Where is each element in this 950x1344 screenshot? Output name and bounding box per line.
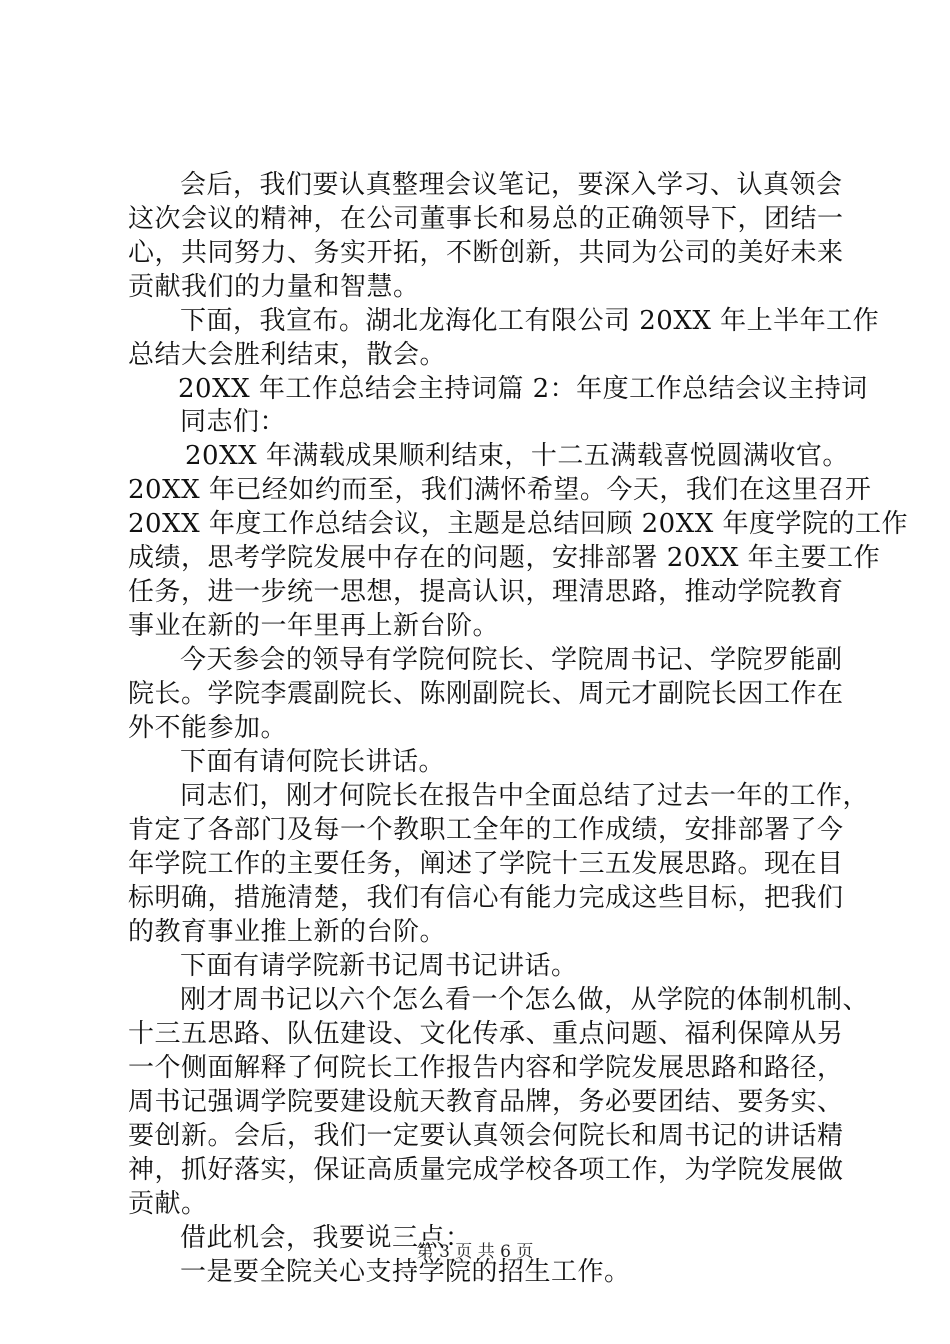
text-line: 的教育事业推上新的台阶。 [128,917,447,947]
text-line: 刚才周书记以六个怎么看一个怎么做，从学院的体制机制、 [180,985,870,1015]
text-line: 标明确，措施清楚，我们有信心有能力完成这些目标，把我们 [128,883,844,913]
text-line: 成绩，思考学院发展中存在的问题，安排部署 20XX 年主要工作 [128,543,881,573]
text-line: 肯定了各部门及每一个教职工全年的工作成绩，安排部署了今 [128,815,844,845]
text-line: 神，抓好落实，保证高质量完成学校各项工作，为学院发展做 [128,1155,844,1185]
text-line: 贡献。 [128,1189,208,1219]
text-line: 这次会议的精神，在公司董事长和易总的正确领导下，团结一 [128,204,844,234]
text-line: 同志们： [180,407,287,437]
text-line: 下面，我宣布。湖北龙海化工有限公司 20XX 年上半年工作 [180,306,880,336]
text-line: 要创新。会后，我们一定要认真领会何院长和周书记的讲话精 [128,1121,844,1151]
text-line: 20XX 年度工作总结会议，主题是总结回顾 20XX 年度学院的工作 [128,509,909,539]
text-line: 一个侧面解释了何院长工作报告内容和学院发展思路和路径， [128,1053,844,1083]
text-line: 事业在新的一年里再上新台阶。 [128,611,500,641]
text-line: 同志们，刚才何院长在报告中全面总结了过去一年的工作， [180,781,870,811]
section-heading: 20XX 年工作总结会主持词篇 2：年度工作总结会议主持词 [178,374,868,404]
text-line: 下面有请何院长讲话。 [180,747,446,777]
text-line: 周书记强调学院要建设航天教育品牌，务必要团结、要务实、 [128,1087,844,1117]
text-line: 心，共同努力、务实开拓，不断创新，共同为公司的美好未来 [128,238,844,268]
page-number: 第 3 页 共 6 页 [416,1242,534,1262]
text-line: 贡献我们的力量和智慧。 [128,272,420,302]
text-line: 总结大会胜利结束，散会。 [128,340,447,370]
text-line: 年学院工作的主要任务，阐述了学院十三五发展思路。现在目 [128,849,844,879]
text-line: 十三五思路、队伍建设、文化传承、重点问题、福利保障从另 [128,1019,844,1049]
text-line: 院长。学院李震副院长、陈刚副院长、周元才副院长因工作在 [128,679,844,709]
text-line: 20XX 年满载成果顺利结束，十二五满载喜悦圆满收官。 [185,441,849,471]
text-line: 20XX 年已经如约而至，我们满怀希望。今天，我们在这里召开 [128,475,872,505]
text-line: 借此机会，我要说三点： [180,1223,472,1253]
text-line: 会后，我们要认真整理会议笔记，要深入学习、认真领会 [180,170,843,200]
text-line: 任务，进一步统一思想，提高认识，理清思路，推动学院教育 [128,577,844,607]
text-line: 一是要全院关心支持学院的招生工作。 [180,1257,631,1287]
text-line: 今天参会的领导有学院何院长、学院周书记、学院罗能副 [180,645,843,675]
text-line: 下面有请学院新书记周书记讲话。 [180,951,578,981]
text-line: 外不能参加。 [128,713,288,743]
